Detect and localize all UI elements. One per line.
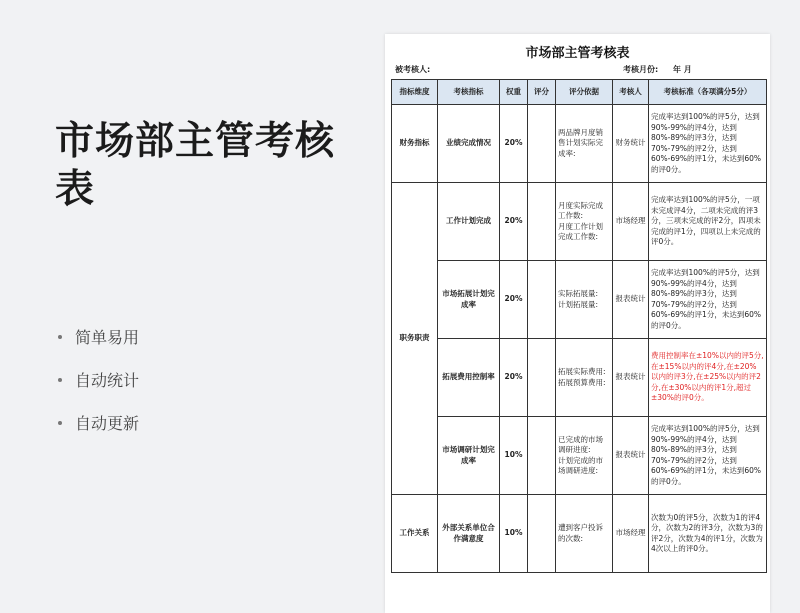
dimension-cell: 财务指标 — [392, 105, 438, 183]
indicator-cell: 市场拓展计划完成率 — [438, 261, 500, 339]
header-cell: 指标维度 — [392, 80, 438, 105]
criteria-cell: 完成率达到100%的评5分，达到90%-99%的评4分，达到80%-89%的评3分，达到70%-79%的评2分，达到60%-69%的评1分，未达到60%的评0分。 — [649, 105, 767, 183]
feature-list — [58, 315, 139, 444]
table-row — [392, 495, 767, 573]
assessor-cell: 财务统计 — [613, 105, 649, 183]
sheet-title: 市场部主管考核表 — [525, 46, 630, 61]
basis-cell — [556, 339, 613, 417]
bullet-dot-icon — [58, 421, 62, 425]
header-cell: 考核人 — [613, 80, 649, 105]
header-cell: 考核指标 — [438, 80, 500, 105]
bullet-dot-icon — [58, 335, 62, 339]
criteria-cell: 完成率达到100%的评5分，一项未完成评4分，二项未完成的评3分，三项未完成的评2分，四项未完成的评1分，四项以上未完成的评0分。 — [649, 183, 767, 261]
basis-cell — [556, 417, 613, 495]
assessor-cell: 市场经理 — [613, 495, 649, 573]
score-cell[interactable] — [528, 261, 556, 339]
assessor-cell: 报表统计 — [613, 339, 649, 417]
weight-cell: 20% — [500, 261, 528, 339]
table-row — [392, 261, 767, 339]
score-cell[interactable] — [528, 183, 556, 261]
feature-item — [58, 358, 139, 401]
feature-label: 自动更新 — [75, 414, 140, 433]
slide-title: 市场部主管考核表 — [55, 119, 336, 212]
feature-item — [58, 315, 139, 358]
dimension-cell: 工作关系 — [392, 495, 438, 573]
indicator-cell: 外部关系单位合作满意度 — [438, 495, 500, 573]
criteria-cell: 完成率达到100%的评5分，达到90%-99%的评4分，达到80%-89%的评3分，达到70%-79%的评2分，达到60%-69%的评1分，未达到60%的评0分。 — [649, 417, 767, 495]
assessor-cell: 报表统计 — [613, 417, 649, 495]
header-cell: 权重 — [500, 80, 528, 105]
table-row — [392, 183, 767, 261]
feature-item — [58, 401, 139, 444]
feature-label: 简单易用 — [75, 328, 140, 347]
evaluation-table — [391, 79, 767, 573]
basis-cell: 遭到客户投诉的次数: — [556, 495, 613, 573]
weight-cell: 10% — [500, 495, 528, 573]
table-header-row — [392, 80, 767, 105]
basis-cell — [556, 183, 613, 261]
assessor-cell: 市场经理 — [613, 183, 649, 261]
weight-cell: 20% — [500, 183, 528, 261]
bullet-dot-icon — [58, 378, 62, 382]
examinee-label: 被考核人: — [395, 65, 431, 74]
basis-line: 月度实际完成工作数: 月度工作计划完成工作数: — [558, 200, 603, 241]
score-cell[interactable] — [528, 339, 556, 417]
month-suffix: 年 月 — [673, 65, 692, 74]
weight-cell: 10% — [500, 417, 528, 495]
table-row — [392, 105, 767, 183]
criteria-cell: 次数为0的评5分，次数为1的评4分，次数为2的评3分，次数为3的评2分，次数为4的评1分，次数为4次以上的评0分。 — [649, 495, 767, 573]
basis-cell: 两品牌月度销售计划实际完成率: — [556, 105, 613, 183]
header-cell: 考核标准（各项满分5分） — [649, 80, 767, 105]
score-cell[interactable] — [528, 105, 556, 183]
weight-cell: 20% — [500, 339, 528, 417]
evaluation-sheet-preview — [385, 34, 770, 613]
score-cell[interactable] — [528, 495, 556, 573]
indicator-cell: 业绩完成情况 — [438, 105, 500, 183]
criteria-cell: 完成率达到100%的评5分，达到90%-99%的评4分，达到80%-89%的评3分，达到70%-79%的评2分，达到60%-69%的评1分，未达到60%的评0分。 — [649, 261, 767, 339]
feature-label: 自动统计 — [75, 371, 140, 390]
month-label: 考核月份: — [623, 65, 659, 74]
indicator-cell: 拓展费用控制率 — [438, 339, 500, 417]
basis-cell — [556, 261, 613, 339]
assessor-cell: 报表统计 — [613, 261, 649, 339]
basis-line: 实际拓展量: 计划拓展量: — [558, 289, 599, 309]
criteria-cell-warning: 费用控制率在±10%以内的评5分,在±15%以内的评4分,在±20%以内的评3分,在±25%以内的评2分,在±30%以内的评1分,超过±30%的评0分。 — [649, 339, 767, 417]
indicator-cell: 市场调研计划完成率 — [438, 417, 500, 495]
table-row — [392, 417, 767, 495]
dimension-cell: 职务职责 — [392, 183, 438, 495]
header-cell: 评分依据 — [556, 80, 613, 105]
header-cell: 评分 — [528, 80, 556, 105]
indicator-cell: 工作计划完成 — [438, 183, 500, 261]
score-cell[interactable] — [528, 417, 556, 495]
table-row — [392, 339, 767, 417]
basis-line: 已完成的市场调研进度: 计划完成的市场调研进度: — [558, 434, 603, 475]
weight-cell: 20% — [500, 105, 528, 183]
basis-line: 拓展实际费用: 拓展预算费用: — [558, 367, 606, 387]
